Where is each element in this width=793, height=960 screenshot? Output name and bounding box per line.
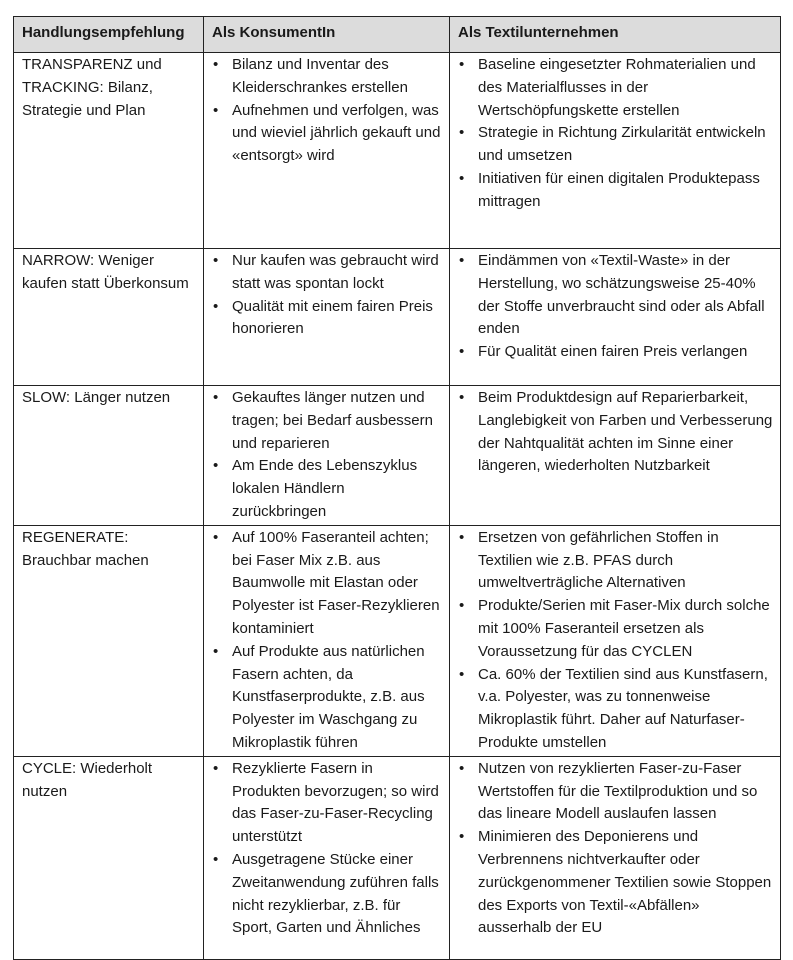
list-item: • Ersetzen von gefährlichen Stoffen in Textilien wie z.B. PFAS durch umweltverträgliche Alternativen (458, 527, 773, 595)
list-item: • Produkte/Serien mit Faser-Mix durch solche mit 100% Faseranteil ersetzen als Voraussetzung für das CYCLEN (458, 595, 773, 663)
company-cell (450, 249, 781, 386)
header-consumer: Als KonsumentIn (204, 17, 450, 53)
list-item: • Ca. 60% der Textilien sind aus Kunstfasern, v.a. Polyester, was zu tonnenweise Mikroplastik führt. Daher auf Naturfaser-Produkte umstellen (458, 664, 773, 755)
recommendation-cell: SLOW: Länger nutzen (14, 386, 204, 526)
consumer-list (212, 387, 442, 524)
list-item: • Rezyklierte Fasern in Produkten bevorzugen; so wird das Faser-zu-Faser-Recycling unterstützt (212, 758, 442, 849)
recommendation-cell: TRANSPARENZ und TRACKING: Bilanz, Strategie und Plan (14, 53, 204, 249)
list-item: • Gekauftes länger nutzen und tragen; bei Bedarf ausbessern und reparieren (212, 387, 442, 455)
table-row (14, 249, 781, 386)
list-item: • Auf Produkte aus natürlichen Fasern achten, da Kunstfaserprodukte, z.B. aus Polyester im Waschgang zu Mikroplastik führen (212, 641, 442, 755)
header-company: Als Textilunternehmen (450, 17, 781, 53)
company-list (458, 758, 773, 940)
company-list (458, 54, 773, 214)
company-list (458, 527, 773, 755)
consumer-cell (204, 525, 450, 756)
company-list (458, 250, 773, 364)
list-item: • Eindämmen von «Textil-Waste» in der Herstellung, wo schätzungsweise 25-40% der Stoffe unverbraucht sind oder als Abfall enden (458, 250, 773, 341)
company-cell (450, 386, 781, 526)
consumer-list (212, 250, 442, 341)
recommendation-cell: CYCLE: Wiederholt nutzen (14, 756, 204, 959)
recommendations-table (13, 16, 781, 960)
table-row (14, 525, 781, 756)
list-item: • Auf 100% Faseranteil achten; bei Faser Mix z.B. aus Baumwolle mit Elastan oder Polyester ist Faser-Rezyklieren kontaminiert (212, 527, 442, 641)
consumer-cell (204, 53, 450, 249)
consumer-cell (204, 386, 450, 526)
list-item: • Ausgetragene Stücke einer Zweitanwendung zuführen falls nicht rezyklierbar, z.B. für Sport, Garten und Ähnliches (212, 849, 442, 940)
recommendation-cell: NARROW: Weniger kaufen statt Überkonsum (14, 249, 204, 386)
company-cell (450, 525, 781, 756)
header-row (14, 17, 781, 53)
list-item: • Initiativen für einen digitalen Produktepass mittragen (458, 168, 773, 214)
consumer-cell (204, 249, 450, 386)
company-cell (450, 756, 781, 959)
list-item: • Für Qualität einen fairen Preis verlangen (458, 341, 773, 364)
consumer-list (212, 54, 442, 168)
list-item: • Qualität mit einem fairen Preis honorieren (212, 296, 442, 342)
list-item: • Nutzen von rezyklierten Faser-zu-Faser Wertstoffen für die Textilproduktion und so das lineare Modell auslaufen lassen (458, 758, 773, 826)
company-cell (450, 53, 781, 249)
table-row (14, 386, 781, 526)
table-row (14, 756, 781, 959)
consumer-list (212, 527, 442, 755)
consumer-list (212, 758, 442, 940)
header-recommendation: Handlungsempfehlung (14, 17, 204, 53)
list-item: • Baseline eingesetzter Rohmaterialien und des Materialflusses in der Wertschöpfungskette erstellen (458, 54, 773, 122)
table-row (14, 53, 781, 249)
list-item: • Aufnehmen und verfolgen, was und wieviel jährlich gekauft und «entsorgt» wird (212, 100, 442, 168)
list-item: • Minimieren des Deponierens und Verbrennens nichtverkaufter oder zurückgenommener Textilien sowie Stoppen des Exports von Textil-«Abfällen» ausserhalb der EU (458, 826, 773, 940)
list-item: • Beim Produktdesign auf Reparierbarkeit, Langlebigkeit von Farben und Verbesserung der Nahtqualität achten im Sinne einer längeren, wiederholten Nutzbarkeit (458, 387, 773, 478)
company-list (458, 387, 773, 478)
list-item: • Bilanz und Inventar des Kleiderschrankes erstellen (212, 54, 442, 100)
recommendation-cell: REGENERATE: Brauchbar machen (14, 525, 204, 756)
list-item: • Am Ende des Lebenszyklus lokalen Händlern zurückbringen (212, 455, 442, 523)
consumer-cell (204, 756, 450, 959)
list-item: • Strategie in Richtung Zirkularität entwickeln und umsetzen (458, 122, 773, 168)
list-item: • Nur kaufen was gebraucht wird statt was spontan lockt (212, 250, 442, 296)
